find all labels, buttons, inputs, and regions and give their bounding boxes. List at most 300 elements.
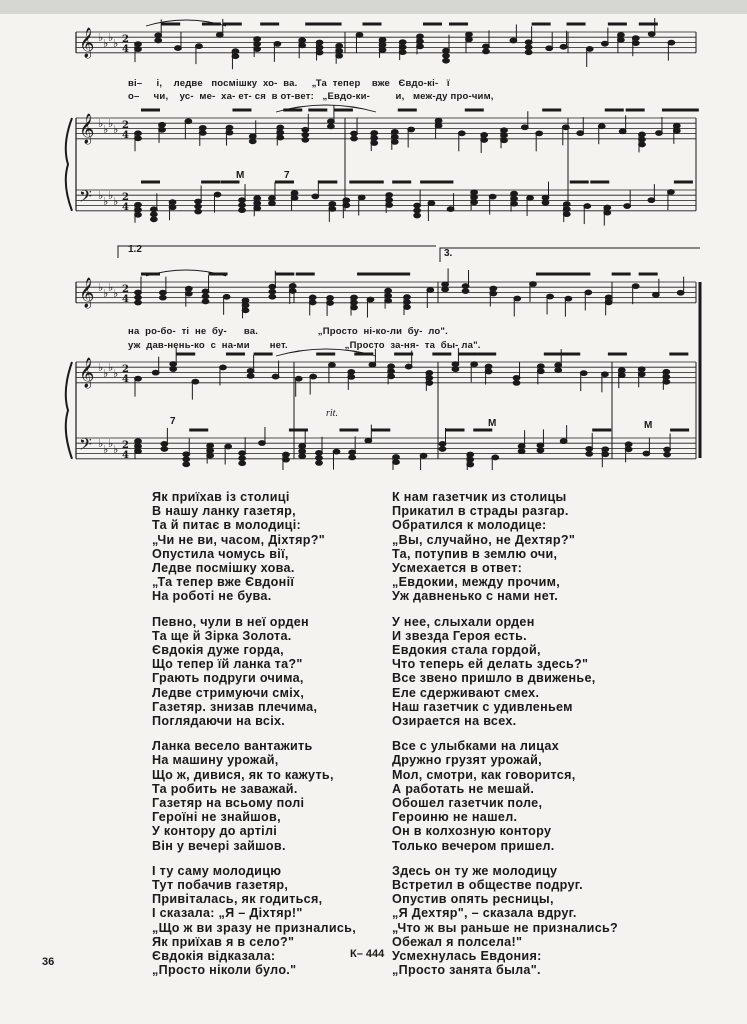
volta-3-label: 3. — [444, 248, 453, 259]
lyric-line: „Чи не ви, часом, Діхтяр?" — [152, 532, 326, 547]
notehead — [170, 367, 177, 372]
ukrainian-lyrics-column — [152, 490, 356, 989]
notehead — [439, 447, 446, 452]
notehead — [555, 363, 562, 368]
notehead — [510, 38, 517, 43]
flat-sign: ♭ — [103, 123, 109, 136]
flat-sign: ♭ — [98, 437, 104, 450]
notehead — [283, 452, 290, 457]
notehead — [386, 198, 393, 203]
notehead — [185, 291, 192, 296]
notehead — [443, 48, 450, 53]
volta-bracket-3 — [440, 248, 700, 262]
notehead — [618, 368, 625, 373]
notehead — [274, 41, 281, 46]
notehead — [214, 192, 221, 197]
notehead — [414, 203, 421, 208]
lyric-line: „Та тепер вже Євдонії — [152, 575, 295, 590]
notehead — [152, 370, 159, 375]
notehead — [618, 373, 625, 378]
notehead — [443, 53, 450, 58]
notehead — [226, 125, 233, 130]
lyric-line: Только вечером пришел. — [392, 838, 555, 853]
chord-mark-7: 7 — [170, 416, 176, 427]
notehead — [555, 368, 562, 373]
notehead — [302, 127, 309, 132]
notehead — [668, 190, 675, 195]
notehead — [316, 50, 323, 55]
notehead — [327, 301, 334, 306]
lyric-line: Євдокія відказала: — [152, 949, 276, 964]
bass-clef: 𝄢 — [79, 434, 92, 458]
notehead — [385, 298, 392, 303]
lyric-line: Прикатил в страды разгар. — [392, 504, 569, 519]
notehead — [639, 137, 646, 142]
notehead — [135, 376, 142, 381]
notehead — [483, 44, 490, 49]
notehead — [183, 457, 190, 462]
notehead — [521, 125, 528, 130]
piano-brace — [66, 118, 72, 211]
notehead — [328, 119, 335, 124]
notehead — [525, 40, 532, 45]
notehead — [501, 128, 508, 133]
volta-bracket-1-2 — [118, 246, 436, 258]
notehead — [254, 206, 261, 211]
catalog-code: К– 444 — [350, 948, 385, 960]
notehead — [638, 367, 645, 372]
lyric-line: Ледве стримуючи сміх, — [152, 685, 305, 700]
notehead — [518, 449, 525, 454]
notehead — [199, 131, 206, 136]
notehead — [442, 282, 449, 287]
notehead — [175, 46, 182, 51]
notehead — [369, 362, 376, 367]
notehead — [351, 295, 358, 300]
notehead — [537, 443, 544, 448]
lyric-line: Газетяр. знизав плечима, — [152, 699, 318, 714]
notehead — [183, 462, 190, 467]
notehead — [632, 36, 639, 41]
notehead — [299, 449, 306, 454]
treble-clef: 𝄞 — [79, 278, 95, 308]
notehead — [249, 134, 256, 139]
notehead — [663, 379, 670, 384]
notehead — [639, 142, 646, 147]
notehead — [207, 443, 214, 448]
lyric-line: Что теперь ей делать здесь?" — [392, 657, 589, 672]
notehead — [602, 452, 609, 457]
flat-sign: ♭ — [108, 189, 114, 202]
notehead — [388, 369, 395, 374]
notehead — [435, 118, 442, 123]
notehead — [316, 450, 323, 455]
notehead — [393, 460, 400, 465]
lyric-line: Як приїхав із столиці — [152, 490, 290, 504]
notehead — [525, 50, 532, 55]
lyric-line: Ледве посмішку хова. — [152, 561, 295, 576]
notehead — [272, 374, 279, 379]
lyric-line: У контору до артілі — [152, 824, 278, 839]
notehead — [242, 308, 249, 313]
notehead — [351, 300, 358, 305]
notehead — [356, 32, 363, 37]
notehead — [417, 39, 424, 44]
lyric-line: Грають подруги очима, — [152, 671, 304, 686]
notehead — [161, 447, 168, 452]
lyric-line: „Просто занята была". — [392, 963, 541, 978]
notehead — [471, 190, 478, 195]
notehead — [485, 364, 492, 369]
notehead — [159, 122, 166, 127]
notehead — [501, 133, 508, 138]
tempo-marking-rit: rit. — [326, 408, 338, 419]
notehead — [336, 43, 343, 48]
notehead — [135, 207, 142, 212]
notehead — [202, 289, 209, 294]
lyric-line: Обратился к молодице: — [392, 518, 547, 533]
ukrainian-stanza — [152, 615, 356, 729]
notehead — [223, 294, 230, 299]
notehead — [417, 44, 424, 49]
notehead — [586, 446, 593, 451]
notehead — [452, 367, 459, 372]
time-signature: 2 — [122, 34, 129, 45]
notehead — [349, 455, 356, 460]
lyric-line: Привіталась, як годиться, — [152, 892, 323, 907]
notehead — [225, 444, 232, 449]
notehead — [547, 294, 554, 299]
notehead — [195, 209, 202, 214]
notehead — [159, 295, 166, 300]
notehead — [299, 38, 306, 43]
notehead — [135, 295, 142, 300]
notehead — [135, 290, 142, 295]
notehead — [404, 295, 411, 300]
notehead — [673, 123, 680, 128]
notehead — [604, 205, 611, 210]
notehead — [490, 291, 497, 296]
lyric-line: Здесь он ту же молодицу — [392, 863, 558, 878]
notehead — [348, 369, 355, 374]
notehead — [289, 284, 296, 289]
lyric-line: Обежал я полсела!" — [392, 934, 523, 949]
lyric-line: Усмехается в ответ: — [392, 561, 523, 576]
flat-sign: ♭ — [103, 443, 109, 456]
notehead — [155, 38, 162, 43]
time-signature: 2 — [122, 120, 129, 131]
notehead — [343, 203, 350, 208]
chord-mark-m: M — [236, 170, 245, 181]
notehead — [185, 119, 192, 124]
notehead — [202, 294, 209, 299]
russian-stanza — [392, 615, 618, 729]
notehead — [632, 284, 639, 289]
notehead — [196, 44, 203, 49]
notehead — [638, 372, 645, 377]
notehead — [511, 191, 518, 196]
lyric-line: В нашу ланку газетяр, — [152, 504, 296, 519]
notehead — [295, 376, 302, 381]
ukrainian-stanza — [152, 490, 356, 604]
notehead — [604, 210, 611, 215]
notehead — [343, 198, 350, 203]
notehead — [601, 41, 608, 46]
notehead — [467, 452, 474, 457]
lyric-line: Він у вечері зайшов. — [152, 838, 286, 853]
lyric-line: Уж давненько с нами нет. — [392, 589, 558, 604]
notehead — [447, 207, 454, 212]
notehead — [664, 452, 671, 457]
lyric-line: „Що ж ви зразу не признались, — [152, 920, 357, 935]
notehead — [249, 139, 256, 144]
notehead — [207, 448, 214, 453]
notehead — [269, 196, 276, 201]
notehead — [537, 364, 544, 369]
notehead — [316, 455, 323, 460]
time-signature: 2 — [122, 440, 129, 451]
notehead — [150, 207, 157, 212]
notehead — [379, 47, 386, 52]
time-signature: 4 — [122, 294, 129, 305]
notehead — [135, 449, 142, 454]
notehead — [442, 287, 449, 292]
lyric-line: Встретил в обществе подруг. — [392, 878, 583, 893]
chord-mark-m: M — [488, 418, 497, 429]
notehead — [333, 449, 340, 454]
time-signature: 4 — [122, 44, 129, 55]
notehead — [625, 447, 632, 452]
time-signature: 2 — [122, 192, 129, 203]
notehead — [598, 124, 605, 129]
notehead — [329, 206, 336, 211]
flat-sign: ♭ — [108, 281, 114, 294]
notehead — [467, 457, 474, 462]
notehead — [242, 303, 249, 308]
notehead — [155, 33, 162, 38]
notehead — [135, 131, 142, 136]
notehead — [560, 44, 567, 49]
notehead — [254, 42, 261, 47]
lyric-line: Що тепер їй ланка та?" — [152, 657, 303, 672]
notehead — [562, 125, 569, 130]
notehead — [291, 196, 298, 201]
notehead — [269, 294, 276, 299]
notehead — [183, 452, 190, 457]
time-signature: 4 — [122, 202, 129, 213]
notehead — [563, 212, 570, 217]
notehead — [673, 128, 680, 133]
notehead — [663, 369, 670, 374]
piano-brace — [66, 362, 72, 459]
notehead — [585, 290, 592, 295]
notehead — [254, 47, 261, 52]
notehead — [643, 451, 650, 456]
notehead — [329, 363, 336, 368]
notehead — [586, 451, 593, 456]
notehead — [192, 379, 199, 384]
russian-lyrics-column — [392, 490, 618, 989]
flat-sign: ♭ — [113, 287, 119, 300]
notehead — [560, 439, 567, 444]
notehead — [367, 297, 374, 302]
notehead — [417, 34, 424, 39]
system1-lyrics-line2: о– чи, ус- ме- ха- ет- ся в от-вет: „Евдо-ки- и, меж-ду про-чим, — [128, 91, 494, 102]
notehead — [605, 300, 612, 305]
notehead — [471, 200, 478, 205]
notehead — [481, 138, 488, 143]
notehead — [309, 300, 316, 305]
flat-sign: ♭ — [98, 31, 104, 44]
notehead — [269, 289, 276, 294]
lyric-line: Евдокия стала гордой, — [392, 643, 541, 658]
music-score — [0, 0, 747, 470]
notehead — [220, 365, 227, 370]
notehead — [135, 42, 142, 47]
lyric-line: „Я Дехтяр", – сказала вдруг. — [392, 906, 577, 921]
notehead — [299, 444, 306, 449]
notehead — [513, 375, 520, 380]
notehead — [584, 204, 591, 209]
russian-stanza — [392, 739, 618, 853]
notehead — [195, 199, 202, 204]
lyric-line: Обошел газетчик поле, — [392, 796, 543, 811]
notehead — [511, 201, 518, 206]
notehead — [426, 376, 433, 381]
flat-sign: ♭ — [113, 367, 119, 380]
notehead — [169, 200, 176, 205]
notehead — [518, 444, 525, 449]
notehead — [302, 137, 309, 142]
notehead — [336, 48, 343, 53]
notehead — [348, 374, 355, 379]
lyric-line: „Что ж вы раньше не признались? — [392, 920, 619, 935]
lyric-line: Як приїхав я в село?" — [152, 934, 295, 949]
lyric-line: Ланка весело вантажить — [152, 739, 313, 754]
notehead — [481, 133, 488, 138]
notehead — [537, 369, 544, 374]
lyric-line: Дружно грузят урожай, — [392, 753, 542, 768]
notehead — [471, 362, 478, 367]
lyric-line: Та ще й Зірка Золота. — [152, 628, 292, 643]
notehead — [414, 213, 421, 218]
notehead — [254, 37, 261, 42]
lyric-line: А работать не мешай. — [392, 781, 535, 796]
chord-mark-7: 7 — [284, 170, 290, 181]
notehead — [371, 141, 378, 146]
notehead — [159, 127, 166, 132]
notehead — [170, 362, 177, 367]
notehead — [527, 196, 534, 201]
notehead — [247, 373, 254, 378]
flat-sign: ♭ — [108, 437, 114, 450]
notehead — [386, 193, 393, 198]
notehead — [489, 194, 496, 199]
time-signature: 2 — [122, 284, 129, 295]
lyric-line: Та, потупив в землю очи, — [392, 546, 558, 561]
flat-sign: ♭ — [98, 189, 104, 202]
lyric-line: І сказала: „Я – Діхтяр!" — [152, 906, 303, 921]
lyric-line: Еле сдерживают смех. — [392, 685, 540, 700]
bass-clef: 𝄢 — [79, 186, 92, 210]
notehead — [277, 130, 284, 135]
flat-sign: ♭ — [103, 195, 109, 208]
notehead — [404, 300, 411, 305]
time-signature: 4 — [122, 130, 129, 141]
notehead — [617, 33, 624, 38]
notehead — [135, 439, 142, 444]
notehead — [399, 50, 406, 55]
lyric-line: Озирается на всех. — [392, 714, 517, 729]
notehead — [283, 457, 290, 462]
notehead — [328, 124, 335, 129]
lyric-line: Газетяр на всьому полі — [152, 796, 305, 811]
notehead — [277, 125, 284, 130]
flat-sign: ♭ — [113, 443, 119, 456]
flat-sign: ♭ — [103, 367, 109, 380]
flat-sign: ♭ — [103, 287, 109, 300]
notehead — [563, 207, 570, 212]
treble-clef: 𝄞 — [79, 28, 95, 58]
notehead — [501, 138, 508, 143]
system2-lyrics-line2: уж дав-нень-ко с на-ми нет. „Просто за-ня- та бы- ла". — [128, 340, 481, 351]
notehead — [399, 45, 406, 50]
notehead — [207, 453, 214, 458]
notehead — [426, 371, 433, 376]
notehead — [135, 444, 142, 449]
notehead — [386, 203, 393, 208]
notehead — [471, 195, 478, 200]
lyric-line: „Евдокии, между прочим, — [392, 575, 561, 590]
notehead — [393, 455, 400, 460]
notehead — [150, 217, 157, 222]
notehead — [462, 289, 469, 294]
notehead — [247, 368, 254, 373]
notehead — [358, 195, 365, 200]
notehead — [169, 205, 176, 210]
lyric-line: На роботі не бува. — [152, 589, 272, 604]
notehead — [466, 32, 473, 37]
flat-sign: ♭ — [98, 117, 104, 130]
notehead — [542, 195, 549, 200]
notehead — [365, 438, 372, 443]
notehead — [316, 45, 323, 50]
notehead — [405, 364, 412, 369]
notehead — [656, 131, 663, 136]
notehead — [664, 447, 671, 452]
lyric-line: Тут побачив газетяр, — [152, 878, 289, 893]
flat-sign: ♭ — [98, 281, 104, 294]
notehead — [652, 292, 659, 297]
lyric-line: И звезда Героя есть. — [392, 628, 527, 643]
treble-clef: 𝄞 — [79, 114, 95, 144]
notehead — [135, 202, 142, 207]
notehead — [511, 196, 518, 201]
notehead — [580, 371, 587, 376]
notehead — [254, 201, 261, 206]
notehead — [625, 442, 632, 447]
notehead — [202, 299, 209, 304]
notehead — [351, 305, 358, 310]
notehead — [371, 131, 378, 136]
notehead — [135, 47, 142, 52]
lyric-line: Євдокія дуже горда, — [152, 643, 284, 658]
flat-sign: ♭ — [113, 123, 119, 136]
lyric-line: Що ж, дивися, як то кажуть, — [152, 767, 334, 782]
lyric-line: К нам газетчик из столицы — [392, 490, 567, 504]
notehead — [399, 40, 406, 45]
lyric-line: Поглядаючи на всіх. — [152, 714, 286, 729]
